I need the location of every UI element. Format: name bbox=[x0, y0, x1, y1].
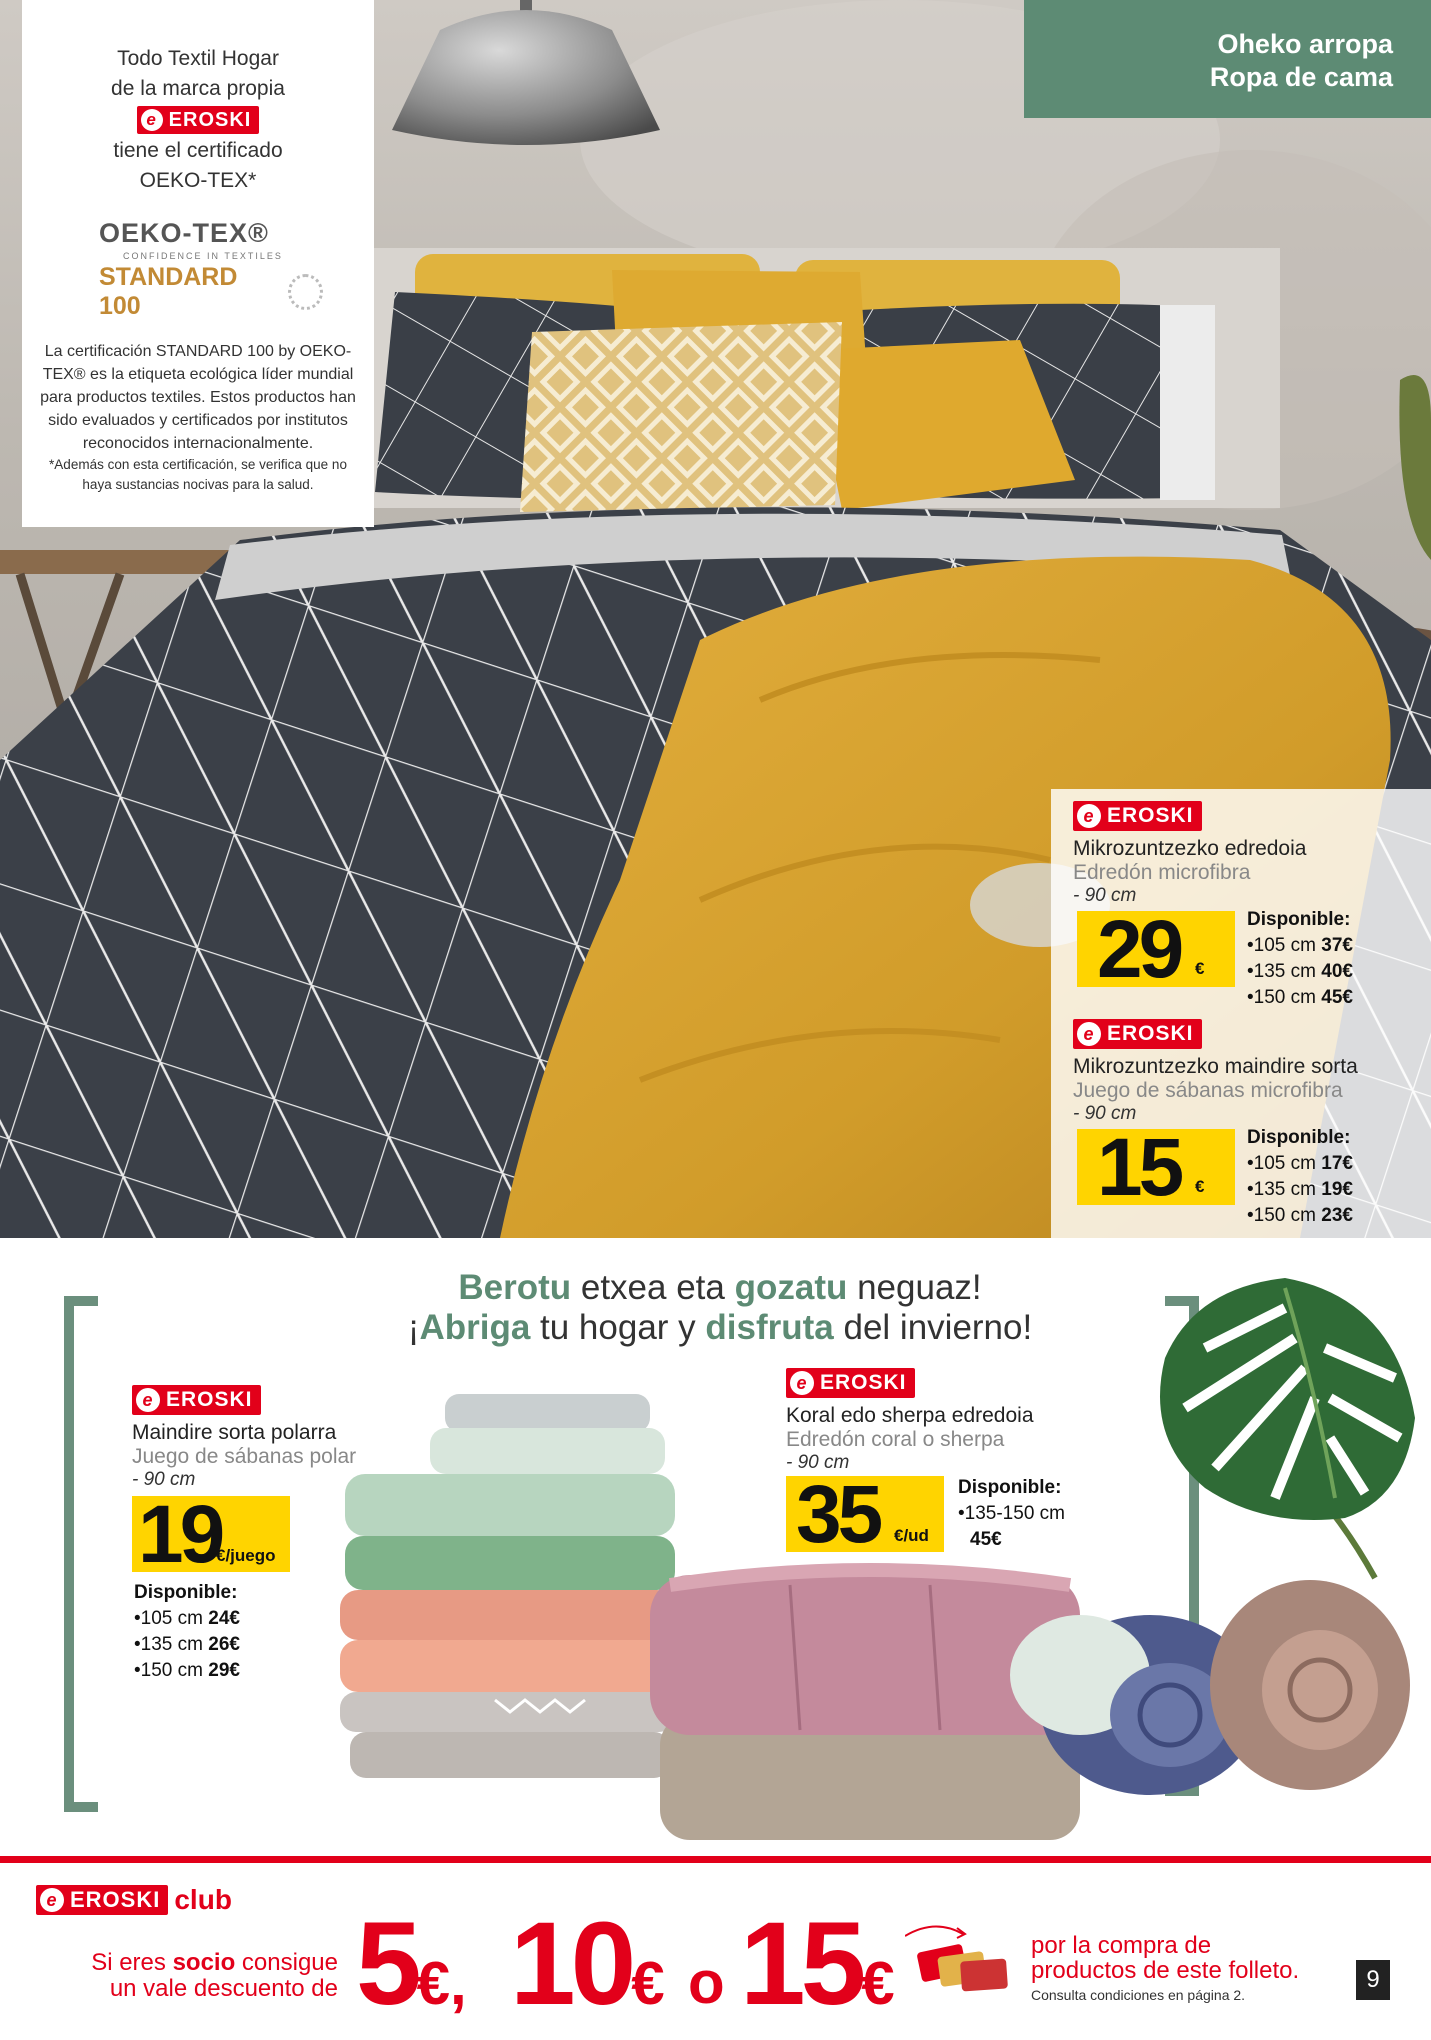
eroski-wordmark: EROSKI bbox=[1107, 1022, 1194, 1045]
cert-footnote: *Además con esta certificación, se verifica que no haya sustancias nocivas para la salud. bbox=[49, 457, 347, 492]
polar-size: - 90 cm bbox=[132, 1469, 196, 1490]
eroski-wordmark: EROSKI bbox=[168, 108, 252, 131]
oeko-tex-title: OEKO-TEX® bbox=[99, 218, 269, 248]
eroski-wordmark: EROSKI bbox=[1107, 804, 1194, 827]
eroski-e-icon: e bbox=[141, 109, 163, 131]
polar-option: •105 cm 24€ bbox=[134, 1608, 240, 1629]
oeko-tex-standard-text: STANDARD 100 bbox=[99, 263, 238, 320]
sheets-price bbox=[1077, 1122, 1235, 1213]
headline-spanish: ¡Abriga tu hogar y disfruta del invierno! bbox=[407, 1308, 1033, 1347]
headline-basque: Berotu etxea eta gozatu neguaz! bbox=[458, 1268, 982, 1307]
sheets-offer bbox=[1073, 1019, 1358, 1125]
coral-duvet-offer bbox=[786, 1368, 1034, 1474]
sheets-price-unit: € bbox=[1195, 1177, 1205, 1196]
polar-blankets-stack bbox=[335, 1390, 680, 1780]
coral-option-size: •135-150 cm bbox=[958, 1503, 1065, 1524]
eroski-logo bbox=[786, 1368, 915, 1398]
eroski-e-icon: e bbox=[136, 1388, 160, 1412]
sheets-subtitle: Juego de sábanas microfibra bbox=[1073, 1079, 1343, 1102]
club-word: club bbox=[174, 1884, 232, 1915]
polar-subtitle: Juego de sábanas polar bbox=[132, 1445, 357, 1468]
coral-availability bbox=[958, 1475, 1065, 1553]
eroski-wordmark: EROSKI bbox=[166, 1388, 253, 1411]
duvet-size: - 90 cm bbox=[1073, 885, 1137, 906]
bed-offers-panel bbox=[1051, 789, 1431, 1238]
sheets-option: •105 cm 17€ bbox=[1247, 1153, 1353, 1174]
duvet-price-value: 29 bbox=[1097, 904, 1181, 995]
polar-title: Maindire sorta polarra bbox=[132, 1421, 337, 1444]
coral-price-unit: €/ud bbox=[894, 1526, 929, 1545]
coral-title: Koral edo sherpa edredoia bbox=[786, 1404, 1034, 1427]
sheets-available-label: Disponible: bbox=[1247, 1127, 1351, 1148]
polar-option: •135 cm 26€ bbox=[134, 1634, 240, 1655]
cert-description: La certificación STANDARD 100 by OEKO-TEX® es la etiqueta ecológica líder mundial para productos textiles. Estos productos han sido evaluados y certificados por institutos reconocidos internacionalmente. bbox=[40, 343, 356, 452]
polar-price bbox=[132, 1489, 290, 1580]
polar-price-unit: €/juego bbox=[216, 1546, 276, 1565]
coral-option-price: 45€ bbox=[970, 1529, 1002, 1550]
coral-duvets-illustration bbox=[650, 1555, 1410, 1845]
club-cards-icon bbox=[905, 1922, 1015, 1994]
duvet-offer bbox=[1073, 801, 1306, 907]
polar-price-value: 19 bbox=[138, 1489, 222, 1580]
eroski-wordmark: EROSKI bbox=[70, 1887, 161, 1912]
club-promo-conditions: por la compra de productos de este folleto. Consulta condiciones en página 2. bbox=[1031, 1932, 1300, 2003]
section-headline bbox=[300, 1268, 1140, 1348]
eroski-e-icon: e bbox=[1077, 804, 1101, 828]
cert-intro-3: tiene el certificado bbox=[113, 139, 283, 162]
coral-available-label: Disponible: bbox=[958, 1477, 1062, 1498]
eroski-logo bbox=[1073, 1019, 1202, 1049]
duvet-subtitle: Edredón microfibra bbox=[1073, 861, 1251, 884]
polar-option: •150 cm 29€ bbox=[134, 1660, 240, 1681]
oeko-tex-tagline: CONFIDENCE IN TEXTILES bbox=[123, 251, 283, 261]
voucher-or: o bbox=[688, 1949, 725, 2016]
polar-availability bbox=[134, 1580, 240, 1684]
sheets-option: •150 cm 23€ bbox=[1247, 1205, 1353, 1226]
eroski-logo bbox=[132, 1385, 261, 1415]
duvet-available-label: Disponible: bbox=[1247, 909, 1351, 930]
footer-divider bbox=[0, 1856, 1431, 1863]
duvet-title: Mikrozuntzezko edredoia bbox=[1073, 837, 1307, 860]
eroski-logo bbox=[137, 106, 260, 134]
sheets-availability bbox=[1247, 1125, 1353, 1229]
duvet-option: •135 cm 40€ bbox=[1247, 961, 1353, 982]
coral-price bbox=[786, 1469, 944, 1560]
left-bracket-frame bbox=[64, 1296, 98, 1812]
club-promo-text: Si eres socio consigue un vale descuento de bbox=[91, 1949, 338, 2002]
oeko-tex-standard bbox=[99, 263, 323, 321]
voucher-amount-5: 5€, bbox=[356, 1898, 467, 2030]
cert-intro-1: Todo Textil Hogar bbox=[117, 47, 279, 70]
coral-price-value: 35 bbox=[796, 1469, 880, 1560]
eroski-e-icon: e bbox=[40, 1888, 64, 1912]
duvet-option: •150 cm 45€ bbox=[1247, 987, 1353, 1008]
duvet-price-unit: € bbox=[1195, 959, 1205, 978]
conditions-note: Consulta condiciones en página 2. bbox=[1031, 1987, 1246, 2003]
coral-subtitle: Edredón coral o sherpa bbox=[786, 1428, 1005, 1451]
duvet-option: •105 cm 37€ bbox=[1247, 935, 1353, 956]
sheets-size: - 90 cm bbox=[1073, 1103, 1137, 1124]
cert-intro-4: OEKO-TEX* bbox=[139, 169, 257, 192]
eroski-logo bbox=[36, 1885, 168, 1915]
eroski-logo bbox=[1073, 801, 1202, 831]
sheets-option: •135 cm 19€ bbox=[1247, 1179, 1353, 1200]
polar-sheets-offer bbox=[132, 1385, 356, 1491]
category-tag bbox=[1024, 0, 1431, 118]
cert-intro-2: de la marca propia bbox=[111, 77, 285, 100]
eroski-wordmark: EROSKI bbox=[820, 1371, 907, 1394]
eroski-e-icon: e bbox=[790, 1371, 814, 1395]
category-line-2: Ropa de cama bbox=[1209, 62, 1393, 92]
voucher-amount-15: 15€ bbox=[740, 1898, 895, 2030]
polar-available-label: Disponible: bbox=[134, 1582, 238, 1603]
oeko-flower-icon bbox=[288, 274, 323, 310]
sheets-title: Mikrozuntzezko maindire sorta bbox=[1073, 1055, 1358, 1078]
duvet-price bbox=[1077, 904, 1235, 995]
coral-size: - 90 cm bbox=[786, 1452, 850, 1473]
monstera-leaf-icon bbox=[1145, 1268, 1425, 1598]
page-number: 9 bbox=[1356, 1960, 1390, 2000]
oeko-tex-label bbox=[73, 218, 323, 318]
eroski-e-icon: e bbox=[1077, 1022, 1101, 1046]
oeko-tex-certification-box bbox=[22, 0, 374, 527]
sheets-price-value: 15 bbox=[1097, 1122, 1181, 1213]
voucher-amount-10: 10€ bbox=[510, 1898, 665, 2030]
eroski-club-logo bbox=[36, 1884, 232, 1916]
duvet-availability bbox=[1247, 907, 1353, 1011]
category-line-1: Oheko arropa bbox=[1217, 29, 1393, 59]
